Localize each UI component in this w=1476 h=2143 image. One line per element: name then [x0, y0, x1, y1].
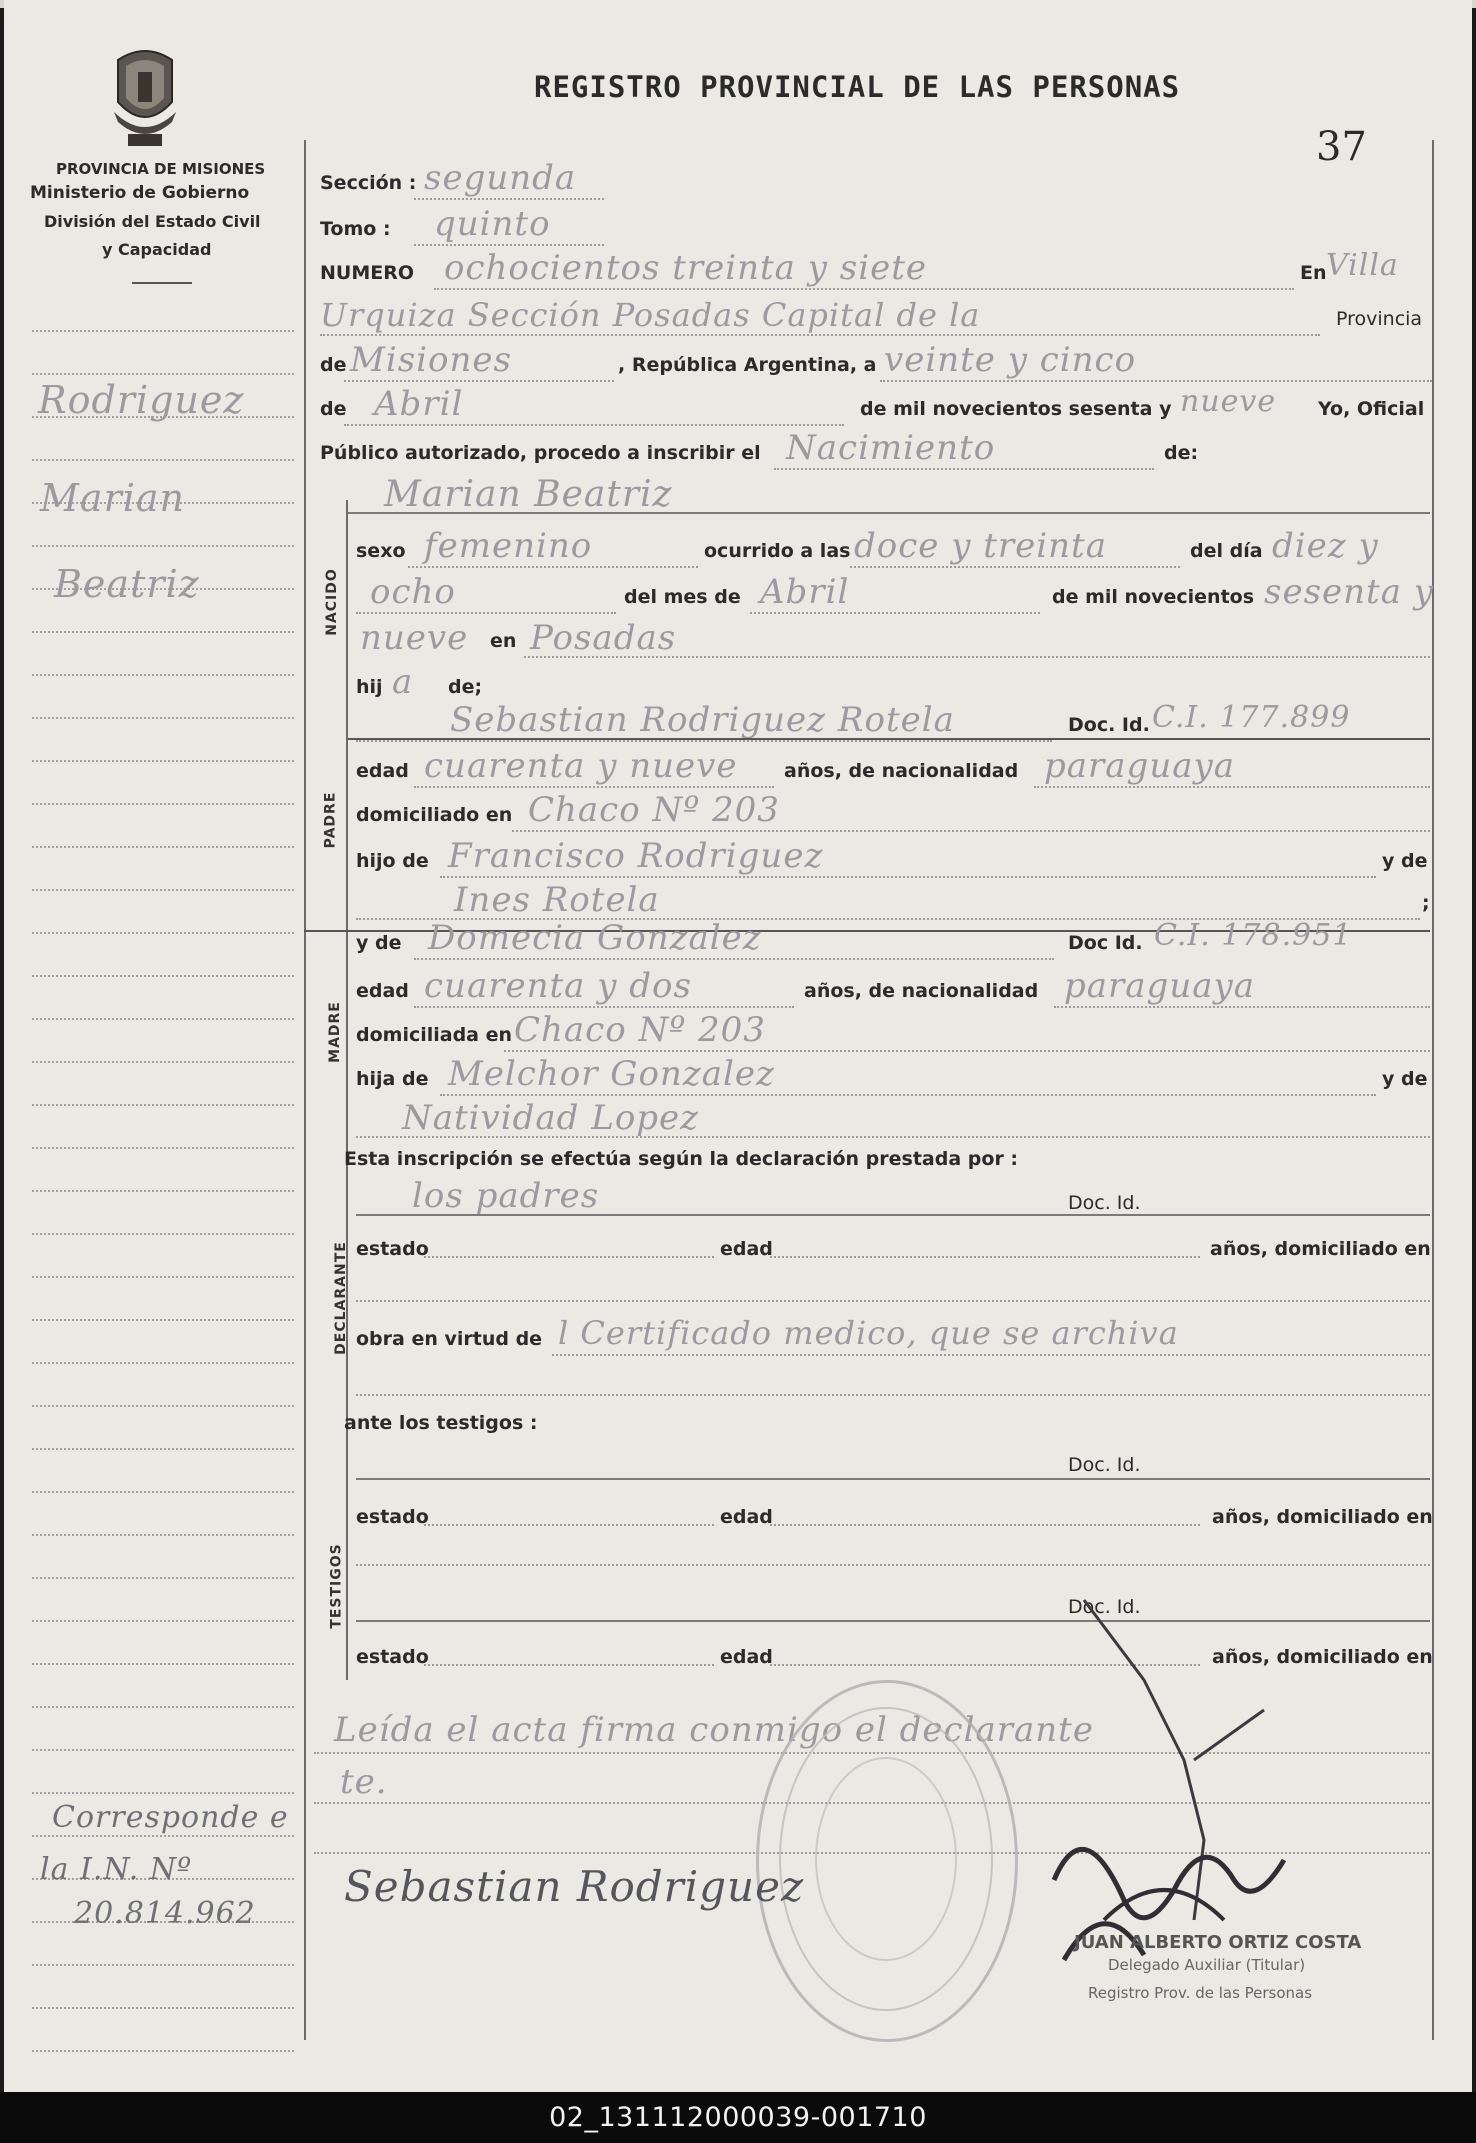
- field-madre-padre: Melchor Gonzalez: [448, 1054, 775, 1094]
- margin-name-1: Marian: [40, 476, 186, 520]
- label-doc-id-4: Doc. Id.: [1068, 1454, 1141, 1476]
- field-sexo: femenino: [424, 526, 593, 566]
- section-box-left: [346, 500, 348, 1680]
- label-test-estado-2: estado: [356, 1646, 429, 1668]
- authority-underline: [132, 282, 192, 284]
- line-madre-madre: [356, 1136, 1430, 1138]
- label-de: de: [320, 354, 347, 376]
- main-left-border: [304, 140, 306, 2040]
- margin-line: [32, 1104, 294, 1106]
- margin-line: [32, 1061, 294, 1063]
- margin-line: [32, 330, 294, 332]
- line-madre-nac: [1054, 1006, 1430, 1008]
- label-de-mil-2: de mil novecientos: [1052, 586, 1255, 608]
- field-madre-edad: cuarenta y dos: [424, 966, 692, 1006]
- coat-of-arms-icon: [108, 42, 182, 150]
- line-decl-edad: [770, 1256, 1200, 1258]
- label-madre-nac: años, de nacionalidad: [804, 980, 1039, 1002]
- label-doc-id-2: Doc Id.: [1068, 932, 1143, 954]
- line-mes-nac: [750, 612, 1040, 614]
- page-number: 37: [1316, 124, 1367, 170]
- official-office: Registro Prov. de las Personas: [1088, 1984, 1313, 2002]
- authority-line-1: PROVINCIA DE MISIONES: [56, 160, 266, 178]
- document-page: [4, 0, 1472, 2092]
- label-hija-de: hija de: [356, 1068, 429, 1090]
- label-test-edad: edad: [720, 1506, 773, 1528]
- field-lugar-nac: Posadas: [530, 618, 677, 658]
- label-test-anos-dom-2: años, domiciliado en: [1212, 1646, 1433, 1668]
- label-padre-nac: años, de nacionalidad: [784, 760, 1019, 782]
- field-dia-2: ocho: [370, 572, 456, 612]
- line-acto: [774, 468, 1154, 470]
- line-numero: [434, 288, 1294, 290]
- line-hora: [850, 566, 1180, 568]
- field-anio: nueve: [1180, 384, 1277, 419]
- margin-line: [32, 1835, 294, 1837]
- margin-line: [32, 975, 294, 977]
- line-declarante-doc: [1024, 1214, 1430, 1216]
- field-padre-padre: Francisco Rodriguez: [448, 836, 824, 876]
- margin-note-1: Corresponde e: [52, 1800, 289, 1835]
- line-obra: [552, 1354, 1430, 1356]
- field-nombre: Marian Beatriz: [384, 474, 673, 515]
- margin-line: [32, 2050, 294, 2052]
- field-obra: l Certificado medico, que se archiva: [558, 1314, 1179, 1352]
- field-mes-nac: Abril: [760, 572, 850, 612]
- label-republica: , República Argentina, a: [618, 354, 877, 376]
- field-madre-nac: paraguaya: [1064, 966, 1255, 1006]
- main-right-border: [1432, 140, 1434, 2040]
- line-padre-edad: [414, 786, 774, 788]
- field-anio-1: sesenta y: [1264, 572, 1434, 612]
- margin-line: [32, 459, 294, 461]
- margin-line: [32, 545, 294, 547]
- label-ante: ante los testigos :: [344, 1412, 538, 1434]
- field-madre-dom: Chaco Nº 203: [514, 1010, 766, 1050]
- margin-line: [32, 2007, 294, 2009]
- label-test-estado: estado: [356, 1506, 429, 1528]
- line-madre-nombre: [414, 958, 1054, 960]
- margin-line: [32, 1405, 294, 1407]
- field-padre-nombre: Sebastian Rodriguez Rotela: [450, 700, 955, 740]
- label-y-de-2: y de: [1382, 1068, 1428, 1090]
- margin-line: [32, 1620, 294, 1622]
- margin-note-3: 20.814.962: [74, 1896, 256, 1931]
- line-madre-dom: [504, 1050, 1430, 1052]
- margin-name-2: Beatriz: [54, 562, 200, 606]
- line-dia-2: [356, 612, 616, 614]
- field-lugar: Urquiza Sección Posadas Capital de la: [320, 296, 981, 334]
- label-madre-edad: edad: [356, 980, 409, 1002]
- line-testigo-1b: [756, 1478, 1430, 1480]
- margin-line: [32, 1448, 294, 1450]
- official-seal: [756, 1680, 1018, 2042]
- field-padre-nac: paraguaya: [1044, 746, 1235, 786]
- line-sexo: [408, 566, 698, 568]
- label-decl-edad: edad: [720, 1238, 773, 1260]
- official-signature: [1044, 1560, 1304, 1980]
- label-doc-id-5: Doc. Id.: [1068, 1596, 1141, 1618]
- margin-line: [32, 1491, 294, 1493]
- footer-code: 02_131112000039-001710: [0, 2092, 1476, 2143]
- field-declarante: los padres: [412, 1176, 600, 1216]
- label-yo-oficial: Yo, Oficial: [1318, 398, 1425, 420]
- line-padre-dom: [512, 830, 1430, 832]
- official-name: JUAN ALBERTO ORTIZ COSTA: [1074, 1932, 1362, 1953]
- declarant-signature: Sebastian Rodriguez: [344, 1862, 805, 1911]
- label-de-colon: de:: [1164, 442, 1199, 464]
- official-title: Delegado Auxiliar (Titular): [1108, 1956, 1306, 1974]
- label-inscripcion: Esta inscripción se efectúa según la declaración prestada por :: [344, 1148, 1019, 1170]
- line-obra-2: [356, 1394, 1430, 1396]
- line-madre-padre: [440, 1094, 1376, 1096]
- line-tomo: [414, 244, 604, 246]
- label-doc-id-3: Doc. Id.: [1068, 1192, 1141, 1214]
- margin-line: [32, 373, 294, 375]
- section-label-testigos: TESTIGOS: [328, 1543, 345, 1629]
- margin-line: [32, 1577, 294, 1579]
- margin-line: [32, 674, 294, 676]
- line-test-estado: [424, 1524, 714, 1526]
- label-de-semicolon: de;: [448, 676, 483, 698]
- label-doc-id: Doc. Id.: [1068, 714, 1150, 736]
- line-provincia: [344, 380, 614, 382]
- margin-line: [32, 1147, 294, 1149]
- line-padre-nombre: [356, 740, 1052, 742]
- margin-line: [32, 1964, 294, 1966]
- label-publico: Público autorizado, procedo a inscribir el: [320, 442, 761, 464]
- section-label-madre: MADRE: [326, 1001, 343, 1063]
- label-del-mes: del mes de: [624, 586, 741, 608]
- margin-line: [32, 1190, 294, 1192]
- margin-surname: Rodriguez: [38, 378, 245, 422]
- page-title: REGISTRO PROVINCIAL DE LAS PERSONAS: [534, 70, 1181, 104]
- margin-line: [32, 631, 294, 633]
- label-seccion: Sección :: [320, 172, 417, 194]
- label-y-de-madre: y de: [356, 932, 402, 954]
- field-fecha-dia: veinte y cinco: [884, 340, 1137, 380]
- margin-line: [32, 1276, 294, 1278]
- label-hij: hij: [356, 676, 383, 698]
- line-test-estado-2: [424, 1664, 714, 1666]
- line-seccion: [414, 198, 604, 200]
- label-tomo: Tomo :: [320, 218, 391, 240]
- field-hora: doce y treinta: [854, 526, 1107, 566]
- field-seccion: segunda: [424, 158, 577, 198]
- field-madre-doc: C.I. 178.951: [1154, 918, 1353, 953]
- authority-line-3: División del Estado Civil: [44, 212, 261, 231]
- authority-line-2: Ministerio de Gobierno: [30, 183, 250, 203]
- field-tomo: quinto: [434, 204, 551, 244]
- label-en: En: [1300, 262, 1327, 284]
- field-cierre-1: Leída el acta firma conmigo el declarante: [334, 1710, 1094, 1750]
- margin-line: [32, 1792, 294, 1794]
- label-madre-dom: domiciliada en: [356, 1024, 513, 1046]
- label-y-de: y de: [1382, 850, 1428, 872]
- line-declarante: [356, 1214, 1024, 1216]
- label-test-anos-dom: años, domiciliado en: [1212, 1506, 1433, 1528]
- margin-line: [32, 1534, 294, 1536]
- label-semicolon: ;: [1422, 892, 1430, 914]
- section-label-nacido: NACIDO: [323, 568, 340, 636]
- authority-line-4: y Capacidad: [102, 240, 212, 259]
- line-nombre: [348, 512, 1430, 514]
- margin-line: [32, 1018, 294, 1020]
- section-label-padre: PADRE: [322, 791, 339, 849]
- margin-line: [32, 1319, 294, 1321]
- margin-line: [32, 1706, 294, 1708]
- margin-line: [32, 1233, 294, 1235]
- margin-line: [32, 932, 294, 934]
- line-padre-top: [348, 738, 1430, 740]
- label-de-mil: de mil novecientos sesenta y: [860, 398, 1172, 420]
- line-mes: [344, 424, 844, 426]
- line-madre-edad: [414, 1006, 794, 1008]
- label-numero: NUMERO: [320, 262, 414, 284]
- field-acto: Nacimiento: [786, 428, 996, 468]
- margin-line: [32, 1362, 294, 1364]
- margin-line: [32, 1749, 294, 1751]
- label-sexo: sexo: [356, 540, 406, 562]
- field-padre-dom: Chaco Nº 203: [528, 790, 780, 830]
- label-decl-estado: estado: [356, 1238, 429, 1260]
- field-madre-nombre: Domecia Gonzalez: [428, 918, 762, 958]
- line-testigo-1: [356, 1478, 756, 1480]
- line-lugar: [320, 334, 1320, 336]
- line-padre-padre: [440, 876, 1376, 878]
- label-obra: obra en virtud de: [356, 1328, 543, 1350]
- label-provincia: Provincia: [1336, 308, 1423, 330]
- margin-line: [32, 889, 294, 891]
- field-padre-madre: Ines Rotela: [454, 880, 660, 920]
- label-de-2: de: [320, 398, 347, 420]
- margin-line: [32, 717, 294, 719]
- line-fecha-dia: [880, 380, 1432, 382]
- margin-note-2: la I.N. Nº: [40, 1852, 193, 1887]
- label-del-dia: del día: [1190, 540, 1263, 562]
- label-test-edad-2: edad: [720, 1646, 773, 1668]
- field-dia-1: diez y: [1272, 526, 1379, 566]
- field-padre-doc: C.I. 177.899: [1152, 700, 1351, 735]
- margin-line: [32, 1663, 294, 1665]
- field-anio-2: nueve: [360, 618, 469, 658]
- field-hij-suffix: a: [392, 662, 414, 702]
- line-test-edad: [770, 1524, 1200, 1526]
- field-provincia: Misiones: [350, 340, 512, 380]
- field-padre-edad: cuarenta y nueve: [424, 746, 738, 786]
- label-ocurrido: ocurrido a las: [704, 540, 851, 562]
- margin-line: [32, 803, 294, 805]
- line-padre-nac: [1034, 786, 1430, 788]
- field-numero: ochocientos treinta y siete: [444, 248, 927, 288]
- label-decl-anos-dom: años, domiciliado en: [1210, 1238, 1431, 1260]
- label-hijo-de: hijo de: [356, 850, 429, 872]
- field-madre-madre: Natividad Lopez: [402, 1098, 700, 1138]
- label-padre-dom: domiciliado en: [356, 804, 513, 826]
- margin-line: [32, 846, 294, 848]
- field-mes: Abril: [374, 384, 464, 424]
- line-decl-estado: [424, 1256, 714, 1258]
- field-en: Villa: [1326, 248, 1399, 283]
- margin-line: [32, 760, 294, 762]
- section-label-declarante: DECLARANTE: [332, 1241, 349, 1355]
- line-decl-dom: [356, 1300, 1430, 1302]
- line-lugar-nac: [524, 656, 1430, 658]
- label-padre-edad: edad: [356, 760, 409, 782]
- label-en-2: en: [490, 630, 517, 652]
- field-cierre-2: te.: [340, 1762, 388, 1802]
